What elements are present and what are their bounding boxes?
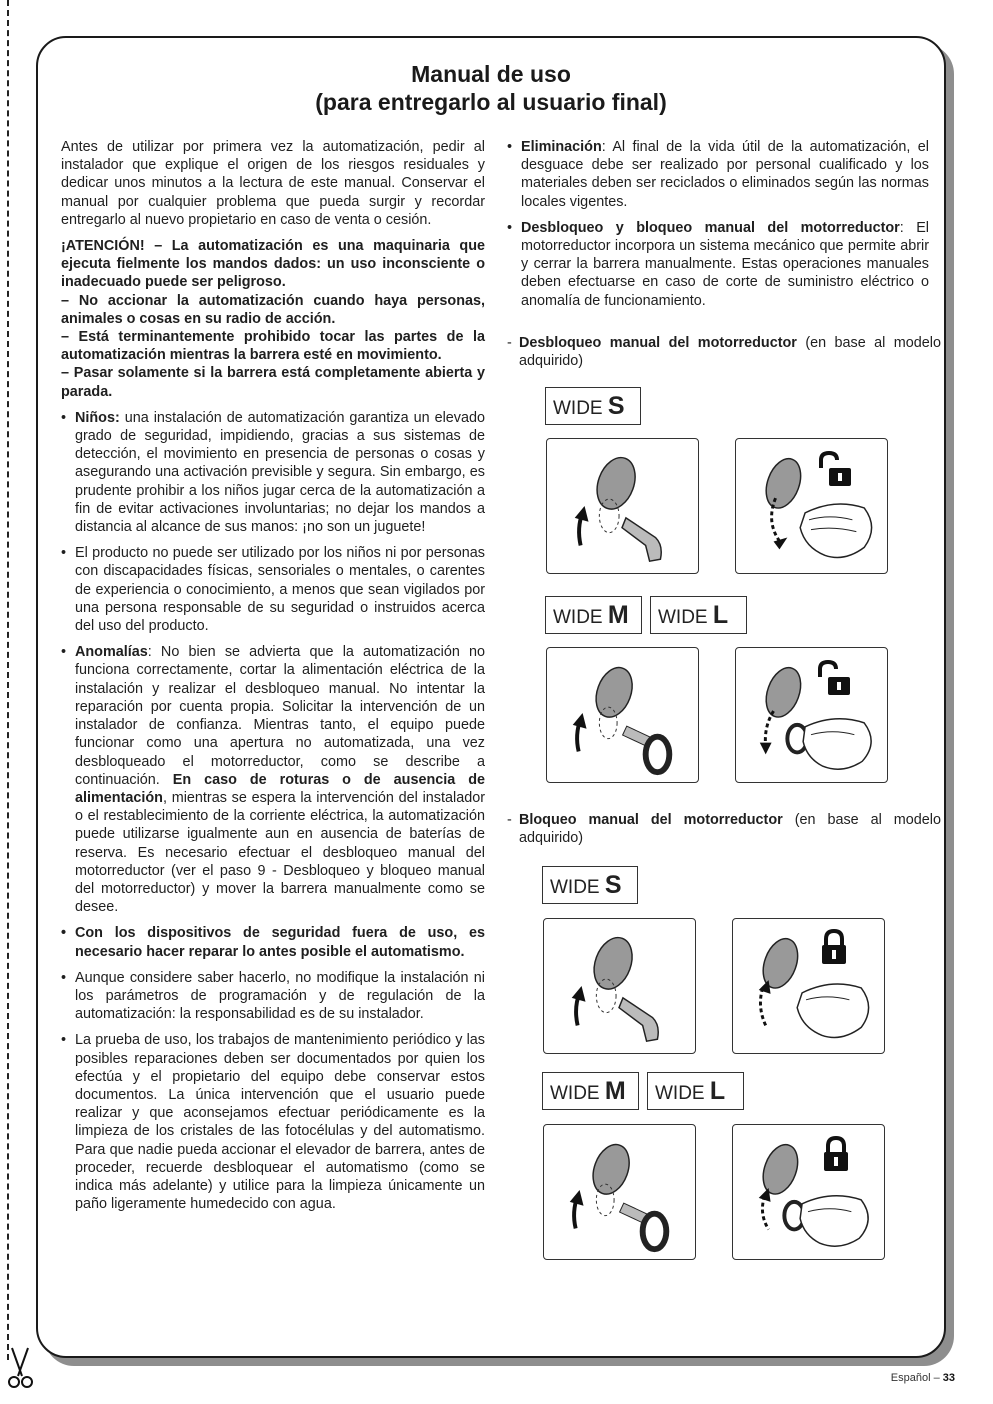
desbloqueo-manual-title: Desbloqueo manual del motorreductor <box>519 335 797 351</box>
figure-hand-ring-lock <box>732 1124 885 1260</box>
wide-s-label-unlock: WIDE S <box>545 387 641 425</box>
heading-desbloqueo-manual: - Desbloqueo manual del motorreductor (en base al modelo adquirido) <box>507 335 941 370</box>
scissors-icon <box>0 1342 40 1392</box>
cut-line <box>7 0 9 1360</box>
wide-m-label-unlock: WIDE M <box>545 596 642 634</box>
bloqueo-manual-text: (en base al modelo adquirido) <box>519 812 941 847</box>
bullet-dispositivos-text: Con los dispositivos de seguridad fuera de uso, es necesario hacer reparar lo antes posible el automatismo. <box>75 925 485 960</box>
locked-padlock-icon <box>821 1135 851 1173</box>
bullet-eliminacion-title: Eliminación <box>521 139 602 155</box>
warning-prohibido: – Está terminantemente prohibido tocar las partes de la automatización mientras la barrera esté en movimiento. <box>61 329 485 364</box>
warning-block <box>61 237 485 401</box>
desbloqueo-manual-text: (en base al modelo adquirido) <box>519 335 941 370</box>
figure-key-lever-lock <box>543 918 696 1054</box>
unlocked-padlock-icon <box>812 659 852 699</box>
warning-pasar: – Pasar solamente si la barrera está completamente abierta y parada. <box>61 365 485 400</box>
left-column <box>61 138 485 1221</box>
bullet-dispositivos: • Con los dispositivos de seguridad fuera de uso, es necesario hacer reparar lo antes posible el automatismo. <box>61 925 485 960</box>
intro-paragraph: Antes de utilizar por primera vez la automatización, pedir al instalador que explique el origen de los riesgos residuales y dedicar unos minutos a la lectura de este manual. Conservar el manual por cualquier problema que pueda surgir y recordar entregarlo al nuevo propietario en caso de venta o cesión. <box>61 139 485 228</box>
bullet-desbloqueo-title: Desbloqueo y bloqueo manual del motorreductor <box>521 219 900 236</box>
bullet-desbloqueo: • Desbloqueo y bloqueo manual del motorreductor: El motorreductor incorpora un sistema mecánico que permite abrir y cerrar la barrera manualmente. Estas operaciones manuales deben efectuarse en caso de corte de suministro eléctrico o anomalía de funcionamiento. <box>507 219 929 309</box>
footer-language: Español – <box>890 1372 943 1384</box>
bullet-prueba-text: La prueba de uso, los trabajos de mantenimiento periódico y las posibles reparaciones deben ser documentados por quien los efectúa y el propietario del equipo debe conservar estos documentos. La única intervención que el usuario puede realizar y que aconsejamos efectuar periódicamente es la limpieza de los cristales de las fotocélulas y del automatismo. Para que nadie pueda accionar el elevador de barrera, antes de proceder, recuerde desbloquear el automatismo (como se indica más adelante) y utilice para la limpieza únicamente un paño ligeramente humedecido con agua. <box>75 1032 485 1213</box>
wide-s-label-lock: WIDE S <box>542 866 638 904</box>
wide-l-label-unlock: WIDE L <box>650 596 747 634</box>
bullet-ninos-text: una instalación de automatización garantiza un elevado grado de seguridad, impidiendo, gracias a sus sistemas de detección, el movimiento en presencia de personas o cosas y asegurando una activación previsible y segura. Sin embargo, es prudente prohibir a los niños jugar cerca de la automatización a fin de evitar activaciones involuntarias; no dejar los mandos a distancia al alcance de sus manos: ¡no son un juguete! <box>75 409 485 536</box>
wide-m-label-lock: WIDE M <box>542 1072 639 1110</box>
warning-attention: ¡ATENCIÓN! – La automatización es una maquinaria que ejecuta fielmente los mandos dados: un uso inconsciente o inadecuado puede ser peligroso. <box>61 238 485 291</box>
figure-hand-lock <box>732 918 885 1054</box>
figure-key-ring-lock <box>543 1124 696 1260</box>
unlocked-padlock-icon <box>813 450 853 490</box>
figure-key-ring <box>546 647 699 783</box>
bullet-eliminacion-text: : Al final de la vida útil de la automatización, el desguace debe ser realizado por personal cualificado y los materiales deben ser reciclados o eliminados según las normas locales vigentes. <box>521 139 929 210</box>
bloqueo-manual-title: Bloqueo manual del motorreductor <box>519 812 783 828</box>
page-title-line2: (para entregarlo al usuario final) <box>315 89 667 115</box>
page-number: 33 <box>942 1372 955 1384</box>
bullet-producto-text: El producto no puede ser utilizado por los niños ni por personas con discapacidades físicas, sensoriales o mentales, o carentes de experiencia o conocimiento, a menos que sean vigilados por una persona responsable de su seguridad o instruidos acerca del uso del producto. <box>75 545 485 635</box>
bullet-eliminacion: • Eliminación: Al final de la vida útil de la automatización, el desguace debe ser realizado por personal cualificado y los materiales deben ser reciclados o eliminados según las normas locales vigentes. <box>507 139 929 210</box>
bullet-aunque: • Aunque considere saber hacerlo, no modifique la instalación ni los parámetros de programación y de regulación de la automatización: la responsabilidad es de su instalador. <box>61 969 485 1023</box>
heading-bloqueo-manual: - Bloqueo manual del motorreductor (en base al modelo adquirido) <box>507 812 941 847</box>
figure-key-lever <box>546 438 699 574</box>
figure-hand-unlock <box>735 438 888 574</box>
bullet-anomalias-title: Anomalías <box>75 644 148 661</box>
page-title-line1: Manual de uso <box>411 61 571 87</box>
locked-padlock-icon <box>819 928 849 966</box>
bullet-anomalias-text1: : No bien se advierta que la automatización no funciona correctamente, cortar la alimentación eléctrica de la instalación y realizar el desbloqueo manual. No intentar la reparación por cuenta propia. Solicitar la intervención de un instalador de confianza. Mientras tanto, el equipo puede funcionar como una apertura no automatizada, una vez desbloqueado el motorreductor, como se describe a continuación. <box>75 644 485 788</box>
page-footer <box>891 1372 955 1384</box>
right-column <box>507 138 929 318</box>
bullet-anomalias-bold2: En caso de roturas o de ausencia de alimentación <box>75 771 485 806</box>
warning-no-accionar: – No accionar la automatización cuando haya personas, animales o cosas en su radio de acción. <box>61 292 485 327</box>
bullet-desbloqueo-text: : El motorreductor incorpora un sistema mecánico que permite abrir y cerrar la barrera manualmente. Estas operaciones manuales deben efectuarse en caso de corte de suministro eléctrico o anomalía de funcionamiento. <box>521 219 929 309</box>
bullet-aunque-text: Aunque considere saber hacerlo, no modifique la instalación ni los parámetros de programación y de regulación de la automatización: la responsabilidad es de su instalador. <box>75 969 485 1023</box>
bullet-ninos-title: Niños: <box>75 409 120 426</box>
wide-l-label-lock: WIDE L <box>647 1072 744 1110</box>
bullet-anomalias-text2: , mientras se espera la intervención del instalador o el restablecimiento de la corriente eléctrica, la automatización puede utilizarse igualmente aun en ausencia de baterías de reserva. Es necesario efectuar el desbloqueo manual del motorreductor (ver el paso 9 - Desbloqueo y bloqueo manual del motorreductor) y mover la barrera manualmente como se desee. <box>75 789 485 916</box>
bullet-ninos: • Niños: una instalación de automatización garantiza un elevado grado de seguridad, impidiendo, gracias a sus sistemas de detección, el movimiento en presencia de personas o cosas y asegurando una activación previsible y segura. Sin embargo, es prudente prohibir a los niños jugar cerca de la automatización a fin de evitar activaciones involuntarias; no dejar los mandos a distancia al alcance de sus manos: ¡no son un juguete! <box>61 409 485 536</box>
bullet-anomalias: • Anomalías: No bien se advierta que la automatización no funciona correctamente, cortar la alimentación eléctrica de la instalación y realizar el desbloqueo manual. No intentar la reparación por cuenta propia. Solicitar la intervención de un instalador de confianza. Mientras tanto, el equipo puede funcionar como una apertura no automatizada, una vez desbloqueado el motorreductor, como se describe a continuación. En caso de roturas o de ausencia de alimentación, mientras se espera la intervención del instalador o el restablecimiento de la corriente eléctrica, la automatización puede utilizarse igualmente aun en ausencia de baterías de reserva. Es necesario efectuar el desbloqueo manual del motorreductor (ver el paso 9 - Desbloqueo y bloqueo manual del motorreductor) y mover la barrera manualmente como se desee. <box>61 644 485 916</box>
bullet-prueba: • La prueba de uso, los trabajos de mantenimiento periódico y las posibles reparaciones deben ser documentados por quien los efectúa y el propietario del equipo debe conservar estos documentos. La única intervención que el usuario puede realizar y que aconsejamos efectuar periódicamente es la limpieza de los cristales de las fotocélulas y del automatismo. Para que nadie pueda accionar el elevador de barrera, antes de proceder, recuerde desbloquear el automatismo (como se indica más adelante) y utilice para la limpieza únicamente un paño ligeramente humedecido con agua. <box>61 1032 485 1213</box>
bullet-producto: • El producto no puede ser utilizado por los niños ni por personas con discapacidades físicas, sensoriales o mentales, o carentes de experiencia o conocimiento, a menos que sean vigilados por una persona responsable de su seguridad o instruidos acerca del uso del producto. <box>61 545 485 635</box>
